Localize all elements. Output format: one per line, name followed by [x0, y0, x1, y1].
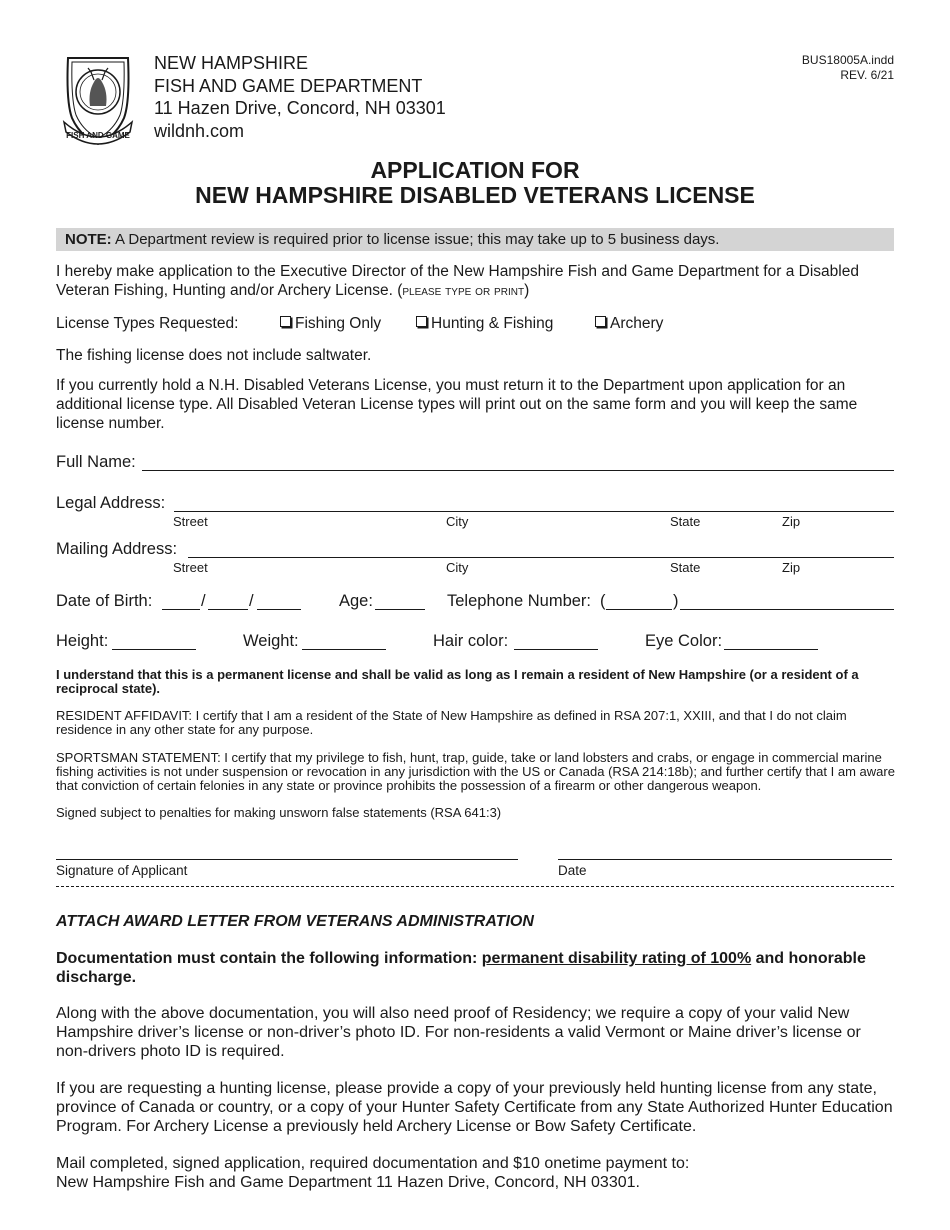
legal-address-row: [56, 493, 894, 529]
intro-paragraph: [56, 262, 896, 300]
option-label: Archery: [610, 315, 664, 332]
height-label: Height:: [56, 632, 109, 650]
checkbox-fishing-only[interactable]: [280, 314, 381, 333]
checkbox-archery[interactable]: [595, 314, 663, 333]
checkbox-icon: [416, 316, 427, 327]
full-name-field[interactable]: [142, 470, 894, 471]
area-code-open: (: [600, 592, 606, 610]
checkbox-hunting-fishing[interactable]: [416, 314, 553, 333]
documentation-requirement: [56, 949, 896, 987]
license-types-row: [56, 314, 896, 334]
mailing-address-label: Mailing Address:: [56, 540, 178, 558]
telephone-field[interactable]: [680, 609, 894, 610]
note-label: NOTE:: [65, 231, 112, 248]
note-text: A Department review is required prior to license issue; this may take up to 5 business days.: [111, 231, 720, 248]
department-seal-logo: [60, 52, 136, 150]
dob-phone-row: [56, 591, 894, 613]
hunting-paragraph: If you are requesting a hunting license, please provide a copy of your previously held hunting license from any state, province of Canada or country, or a copy of your Hunter Safety Certificate from any State Authorized Hunter Education Program. For Archery License a previously held Archery License or Bow Safety Certificate.: [56, 1080, 893, 1135]
agency-name: FISH AND GAME DEPARTMENT: [154, 75, 423, 96]
area-code-field[interactable]: [606, 609, 672, 610]
agency-state: NEW HAMPSHIRE: [154, 53, 309, 73]
agency-address: 11 Hazen Drive, Concord, NH 03301: [154, 98, 446, 118]
disability-rating-requirement: permanent disability rating of 100%: [481, 950, 752, 967]
attach-heading: ATTACH AWARD LETTER FROM VETERANS ADMINISTRATION: [56, 913, 534, 930]
svg-text:FISH AND GAME: FISH AND GAME: [66, 131, 130, 140]
documentation-suffix: and honorable discharge.: [56, 950, 866, 986]
age-field[interactable]: [375, 609, 425, 610]
option-label: Hunting & Fishing: [431, 315, 554, 332]
sportsman-statement: SPORTSMAN STATEMENT: I certify that my privilege to fish, hunt, trap, guide, take or land lobsters and crabs, or engage in commercial marine fishing activities is not under suspension or revocation in any jurisdiction with the US or Canada (RSA 214:18b); and further certify that I am aware that conviction of certain felonies in any state or province prohibits the possession of a firearm or other dangerous weapon.: [56, 750, 895, 793]
form-title: [0, 158, 950, 208]
street-caption: Street: [173, 514, 208, 529]
review-note: [56, 228, 894, 251]
intro-text: I hereby make application to the Executive Director of the New Hampshire Fish and Game Department for a Disabled Veteran Fishing, Hunting and/or Archery License. (: [56, 263, 859, 299]
mailing-instructions: [56, 1154, 896, 1192]
signature-label: Signature of Applicant: [56, 863, 188, 878]
date-field[interactable]: [558, 859, 892, 860]
eye-color-field[interactable]: [724, 649, 818, 650]
city-caption: City: [446, 514, 469, 529]
mail-line-1: Mail completed, signed application, required documentation and $10 onetime payment to:: [56, 1155, 690, 1172]
dob-year-field[interactable]: [257, 609, 301, 610]
height-field[interactable]: [112, 649, 196, 650]
hair-color-field[interactable]: [514, 649, 598, 650]
zip-caption: Zip: [782, 560, 801, 575]
form-revision: [802, 53, 894, 83]
hair-color-label: Hair color:: [433, 632, 509, 650]
return-license-note: If you currently hold a N.H. Disabled Veterans License, you must return it to the Department upon application for an additional license type. All Disabled Veteran License types will print out on the same form and you will keep the same license number.: [56, 377, 858, 432]
street-caption: Street: [173, 560, 208, 575]
legal-address-label: Legal Address:: [56, 494, 166, 512]
dob-separator: /: [201, 592, 206, 610]
dob-day-field[interactable]: [208, 609, 248, 610]
print-hint: please type or print: [402, 282, 525, 298]
agency-block: [154, 52, 446, 142]
resident-affidavit: RESIDENT AFFIDAVIT: I certify that I am a resident of the State of New Hampshire as defined in RSA 207:1, XXIII, and that I do not claim residence in any other state for any purpose.: [56, 708, 847, 737]
saltwater-note: The fishing license does not include saltwater.: [56, 347, 372, 364]
weight-label: Weight:: [243, 632, 299, 650]
telephone-label: Telephone Number:: [447, 592, 592, 610]
residency-paragraph: Along with the above documentation, you will also need proof of Residency; we require a copy of your valid New Hampshire driver’s license or non-driver’s photo ID. For non-residents a valid Vermont or Maine driver’s license or non-drivers photo ID is required.: [56, 1005, 861, 1060]
state-caption: State: [670, 514, 701, 529]
checkbox-icon: [595, 316, 606, 327]
intro-close: ): [524, 282, 530, 299]
full-name-row: [56, 452, 894, 474]
revision-date: REV. 6/21: [840, 68, 894, 82]
dob-month-field[interactable]: [162, 609, 200, 610]
mailing-address-row: [56, 539, 894, 575]
checkbox-icon: [280, 316, 291, 327]
zip-caption: Zip: [782, 514, 801, 529]
weight-field[interactable]: [302, 649, 386, 650]
state-caption: State: [670, 560, 701, 575]
date-label: Date: [558, 863, 587, 878]
signature-field[interactable]: [56, 859, 518, 860]
title-line-1: APPLICATION FOR: [370, 157, 580, 183]
age-label: Age:: [339, 592, 373, 610]
permanent-license-statement: I understand that this is a permanent license and shall be valid as long as I remain a resident of New Hampshire (or a resident of a reciprocal state).: [56, 667, 859, 696]
dob-separator: /: [249, 592, 254, 610]
city-caption: City: [446, 560, 469, 575]
license-types-label: License Types Requested:: [56, 315, 239, 332]
title-line-2: NEW HAMPSHIRE DISABLED VETERANS LICENSE: [195, 182, 755, 208]
cut-line-divider: [56, 886, 894, 887]
documentation-prefix: Documentation must contain the following information:: [56, 950, 482, 967]
legal-address-field[interactable]: [174, 511, 894, 512]
option-label: Fishing Only: [295, 315, 382, 332]
dob-label: Date of Birth:: [56, 592, 153, 610]
mailing-address-field[interactable]: [188, 557, 894, 558]
area-code-close: ): [673, 592, 679, 610]
agency-website: wildnh.com: [154, 120, 245, 141]
full-name-label: Full Name:: [56, 453, 136, 471]
mail-line-2: New Hampshire Fish and Game Department 11 Hazen Drive, Concord, NH 03301.: [56, 1174, 640, 1191]
physical-description-row: [56, 631, 894, 653]
penalties-statement: Signed subject to penalties for making unsworn false statements (RSA 641:3): [56, 805, 502, 820]
file-id: BUS18005A.indd: [801, 53, 894, 67]
eye-color-label: Eye Color:: [645, 632, 723, 650]
